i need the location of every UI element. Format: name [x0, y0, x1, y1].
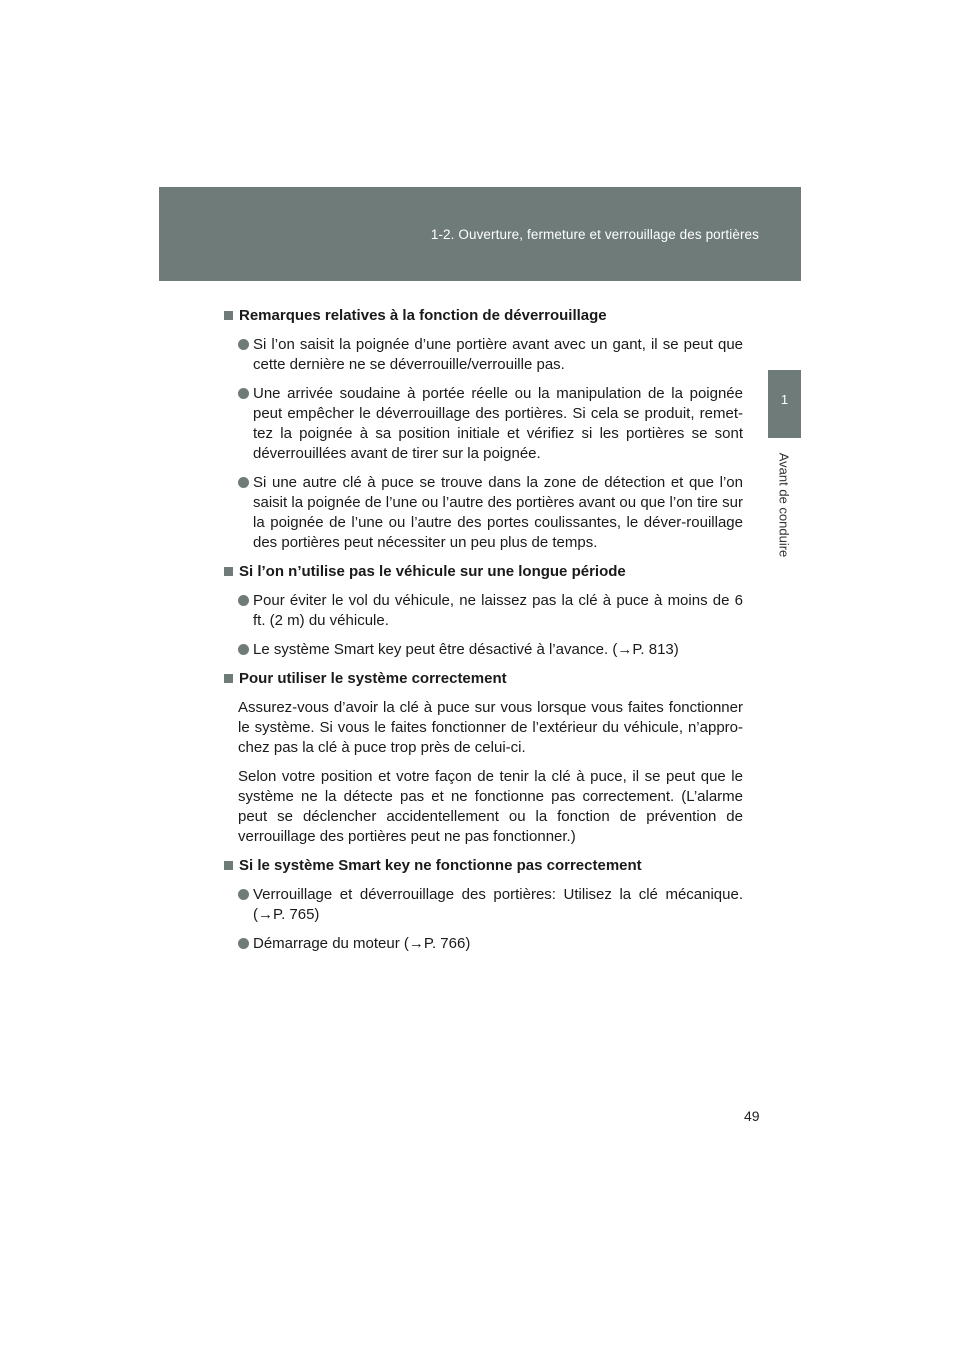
- round-bullet-icon: [238, 644, 249, 655]
- square-bullet-icon: [224, 311, 233, 320]
- section-heading: [224, 856, 743, 876]
- list-item-text: Verrouillage et déverrouillage des portières: Utilisez la clé mécanique. (→P. 765): [253, 886, 743, 923]
- section-heading: [224, 562, 743, 582]
- round-bullet-icon: [238, 595, 249, 606]
- section-unlock-notes: [224, 306, 743, 553]
- section-correct-use: [224, 669, 743, 847]
- paragraph: Assurez-vous d’avoir la clé à puce sur vous lorsque vous faites fonctionner le système. Si vous le faites fonctionner de l’extérieur du véhicule, n’appro-chez pas la clé à puce trop près de celui-ci.: [238, 699, 743, 756]
- list-item-text: Démarrage du moteur (→P. 766): [253, 935, 471, 952]
- list-item: [238, 591, 743, 631]
- section-long-period: [224, 562, 743, 660]
- section-malfunction: [224, 856, 743, 954]
- section-heading: [224, 306, 743, 326]
- list-item-text: Si une autre clé à puce se trouve dans la zone de détection et que l’on saisit la poignée de l’une ou l’autre des portières avant ou que l’on tire sur la poignée de l’une ou l’autre des portes coulissantes, le déver-rouillage des portières peut nécessiter un peu plus de temps.: [253, 474, 743, 551]
- square-bullet-icon: [224, 567, 233, 576]
- square-bullet-icon: [224, 674, 233, 683]
- page-content: [224, 306, 743, 963]
- paragraph: Selon votre position et votre façon de tenir la clé à puce, il se peut que le système ne la détecte pas et ne fonctionne pas correctement. (L’alarme peut se déclencher accidentellement ou la fonction de prévention de verrouillage des portières peut ne pas fonctionner.): [238, 768, 743, 845]
- round-bullet-icon: [238, 938, 249, 949]
- section-heading: [224, 669, 743, 689]
- heading-text: Si l’on n’utilise pas le véhicule sur une longue période: [239, 563, 626, 580]
- chapter-number: 1: [780, 392, 789, 407]
- list-item: [238, 335, 743, 375]
- list-item-text: Une arrivée soudaine à portée réelle ou la manipulation de la poignée peut empêcher le déverrouillage des portières. Si cela se produit, remet-tez la poignée à sa position initiale et vérifiez si les portières se sont déverrouillées avant de tirer sur la poignée.: [253, 385, 743, 462]
- heading-text: Pour utiliser le système correctement: [239, 670, 507, 687]
- list-item-text: Le système Smart key peut être désactivé à l’avance. (→P. 813): [253, 641, 679, 658]
- heading-text: Remarques relatives à la fonction de déverrouillage: [239, 307, 607, 324]
- page-number: 49: [744, 1108, 760, 1124]
- round-bullet-icon: [238, 477, 249, 488]
- square-bullet-icon: [224, 861, 233, 870]
- chapter-label: Avant de conduire: [776, 452, 792, 558]
- list-item: [238, 934, 743, 954]
- section-title: 1-2. Ouverture, fermeture et verrouillage des portières: [430, 227, 759, 242]
- header-band: [159, 187, 801, 281]
- round-bullet-icon: [238, 889, 249, 900]
- list-item: [238, 384, 743, 464]
- list-item-text: Si l’on saisit la poignée d’une portière avant avec un gant, il se peut que cette dernière ne se déverrouille/verrouille pas.: [253, 336, 743, 373]
- list-item: [238, 885, 743, 925]
- list-item: [238, 473, 743, 553]
- round-bullet-icon: [238, 388, 249, 399]
- list-item-text: Pour éviter le vol du véhicule, ne laissez pas la clé à puce à moins de 6 ft. (2 m) du véhicule.: [253, 592, 743, 629]
- round-bullet-icon: [238, 339, 249, 350]
- chapter-tab: [768, 370, 801, 438]
- list-item: [238, 640, 743, 660]
- heading-text: Si le système Smart key ne fonctionne pas correctement: [239, 857, 642, 874]
